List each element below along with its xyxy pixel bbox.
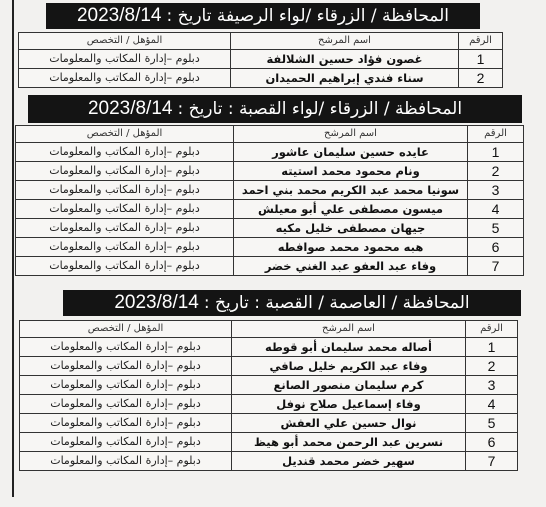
margin-line (12, 0, 14, 497)
row-number: 4 (466, 395, 518, 414)
header-qualification: المؤهل / التخصص (20, 321, 232, 338)
qualification: دبلوم –إدارة المكاتب والمعلومات (16, 143, 234, 162)
row-number: 1 (468, 143, 524, 162)
row-number: 7 (468, 257, 524, 276)
row-number: 7 (466, 452, 518, 471)
candidate-name: نسرين عبد الرحمن محمد أبو هيظ (232, 433, 466, 452)
row-number: 1 (466, 338, 518, 357)
qualification: دبلوم –إدارة المكاتب والمعلومات (19, 50, 231, 69)
candidate-name: عايده حسين سليمان عاشور (234, 143, 468, 162)
row-number: 5 (466, 414, 518, 433)
row-number: 1 (459, 50, 503, 69)
table-row (16, 181, 524, 200)
table-row (20, 414, 518, 433)
table-row (16, 162, 524, 181)
table-row (16, 143, 524, 162)
header-candidate-name: اسم المرشح (232, 321, 466, 338)
candidate-name: وفاء عبد العفو عبد الغني خضر (234, 257, 468, 276)
row-number: 4 (468, 200, 524, 219)
header-candidate-name: اسم المرشح (231, 33, 459, 50)
qualification: دبلوم –إدارة المكاتب والمعلومات (20, 414, 232, 433)
section-banner (28, 95, 522, 123)
header-number: الرقم (459, 33, 503, 50)
banner-title: المحافظة / الزرقاء /لواء القصبة : تاريخ : (177, 99, 463, 119)
row-number: 6 (468, 238, 524, 257)
banner-date: 2023/8/14 (114, 292, 199, 313)
banner-title: المحافظة / العاصمة / القصبة : تاريخ : (203, 293, 470, 313)
table-row (20, 376, 518, 395)
table-header-row (19, 33, 503, 50)
candidates-table (15, 125, 524, 276)
section-banner (46, 3, 480, 29)
candidate-name: وفاء عبد الكريم خليل صافي (232, 357, 466, 376)
row-number: 2 (459, 69, 503, 88)
header-number: الرقم (468, 126, 524, 143)
table-header-row (16, 126, 524, 143)
candidate-name: ونام محمود محمد استيته (234, 162, 468, 181)
qualification: دبلوم –إدارة المكاتب والمعلومات (20, 395, 232, 414)
qualification: دبلوم –إدارة المكاتب والمعلومات (20, 357, 232, 376)
candidate-name: غصون فؤاد حسين الشلالفة (231, 50, 459, 69)
table-row (16, 257, 524, 276)
qualification: دبلوم –إدارة المكاتب والمعلومات (16, 162, 234, 181)
table-row (16, 219, 524, 238)
qualification: دبلوم –إدارة المكاتب والمعلومات (16, 257, 234, 276)
table-row (16, 200, 524, 219)
candidate-name: سناء فندي إبراهيم الحميدان (231, 69, 459, 88)
row-number: 2 (468, 162, 524, 181)
qualification: دبلوم –إدارة المكاتب والمعلومات (20, 452, 232, 471)
header-qualification: المؤهل / التخصص (19, 33, 231, 50)
candidate-name: هبه محمود محمد صوافطه (234, 238, 468, 257)
candidate-name: جيهان مصطفى خليل مكيه (234, 219, 468, 238)
candidates-table (19, 320, 518, 471)
candidate-name: وفاء إسماعيل صلاح نوفل (232, 395, 466, 414)
header-candidate-name: اسم المرشح (234, 126, 468, 143)
qualification: دبلوم –إدارة المكاتب والمعلومات (16, 200, 234, 219)
banner-date: 2023/8/14 (76, 5, 162, 26)
table-row (20, 433, 518, 452)
candidate-name: سونيا محمد عبد الكريم محمد بني احمد (234, 181, 468, 200)
row-number: 3 (468, 181, 524, 200)
table-row (20, 338, 518, 357)
header-number: الرقم (466, 321, 518, 338)
row-number: 3 (466, 376, 518, 395)
header-qualification: المؤهل / التخصص (16, 126, 234, 143)
qualification: دبلوم –إدارة المكاتب والمعلومات (16, 181, 234, 200)
candidate-name: كرم سليمان منصور الصانع (232, 376, 466, 395)
table-row (16, 238, 524, 257)
row-number: 5 (468, 219, 524, 238)
banner-title: المحافظة / الزرقاء /لواء الرصيفة تاريخ : (166, 6, 450, 26)
candidate-name: سهير خضر محمد قنديل (232, 452, 466, 471)
row-number: 2 (466, 357, 518, 376)
banner-date: 2023/8/14 (87, 98, 173, 119)
table-row (19, 69, 503, 88)
qualification: دبلوم –إدارة المكاتب والمعلومات (16, 238, 234, 257)
table-row (20, 452, 518, 471)
qualification: دبلوم –إدارة المكاتب والمعلومات (20, 338, 232, 357)
row-number: 6 (466, 433, 518, 452)
qualification: دبلوم –إدارة المكاتب والمعلومات (20, 433, 232, 452)
qualification: دبلوم –إدارة المكاتب والمعلومات (19, 69, 231, 88)
candidate-name: ميسون مصطفى علي أبو معيلش (234, 200, 468, 219)
table-row (20, 357, 518, 376)
table-row (20, 395, 518, 414)
qualification: دبلوم –إدارة المكاتب والمعلومات (16, 219, 234, 238)
table-header-row (20, 321, 518, 338)
candidate-name: أصاله محمد سليمان أبو قوطه (232, 338, 466, 357)
candidate-name: نوال حسين علي العفش (232, 414, 466, 433)
qualification: دبلوم –إدارة المكاتب والمعلومات (20, 376, 232, 395)
candidates-table (18, 32, 503, 88)
table-row (19, 50, 503, 69)
section-banner (63, 290, 521, 316)
